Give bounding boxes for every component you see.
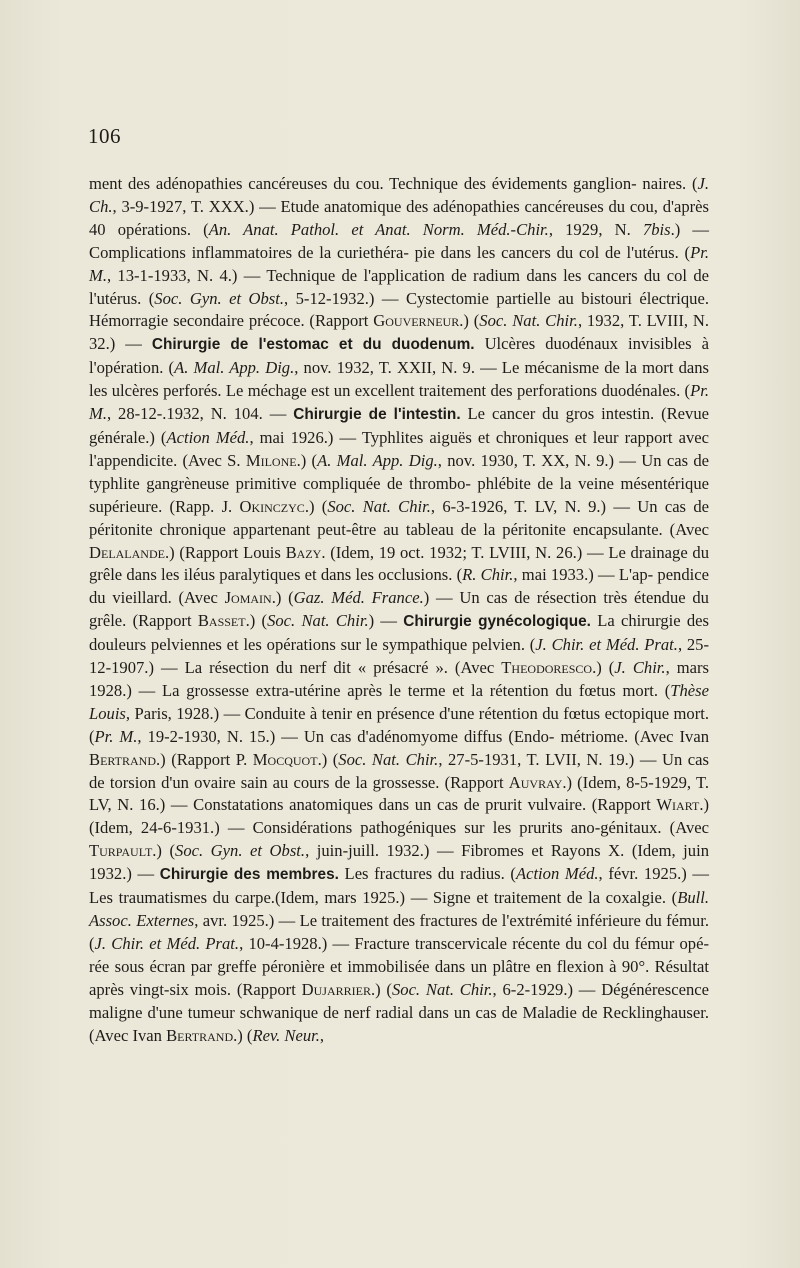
text-run: .) ( — [296, 450, 318, 470]
text-run: , 13-1-1933, N. 4.) — Technique de l'application de radium dans les cancers du col de l'utérus. ( — [89, 265, 709, 308]
text-run: ) — — [368, 611, 404, 631]
citation-source: Action Méd. — [515, 864, 599, 884]
citation-source: Pr. M. — [89, 381, 709, 424]
author-name: Dujarrier — [301, 979, 371, 999]
section-heading: Chirurgie de l'intestin. — [293, 406, 461, 424]
text-run: Le cancer du gros intestin. (Revue générale.) ( — [89, 404, 710, 447]
text-run: , 3-9-1927, T. XXX.) — Etude anatomique des adénopathies cancéreuses du cou, d'après 40 opérations. ( — [89, 196, 709, 239]
text-run: .) ( — [370, 979, 392, 999]
citation-source: Rev. Neur. — [252, 1025, 320, 1045]
citation-source: A. Mal. App. Dig. — [174, 358, 295, 378]
author-name: Milone — [245, 450, 297, 470]
text-run: , 10-4-1928.) — Fracture transcervicale récente du col du fémur opé- rée sous écran par greffe péronière et immobilisée dans un plâtre en flexion à 90°. Résultat après vingt-six mois. (Rapport — [89, 933, 709, 999]
text-run: , mai 1926.) — Typhlites aiguës et chroniques et leur rapport avec l'appendicite. (Avec S. — [89, 427, 709, 470]
citation-source: An. Anat. Pathol. et Anat. Norm. Méd.-Chir. — [208, 219, 549, 239]
text-run: , 27-5-1931, T. LVII, N. 19.) — Un cas de torsion d'un ovaire sain au cours de la grossesse. (Rapport — [89, 749, 709, 792]
citation-source: Soc. Nat. Chir. — [479, 311, 578, 331]
text-run: .) ( — [271, 588, 294, 608]
text-run: , juin-juill. 1932.) — Fibromes et Rayons X. (Idem, juin 1932.) — — [89, 841, 709, 884]
text-run: Paris, 1928.) — Conduite à tenir en présence d'une rétention du fœtus ectopique mort. ( — [89, 703, 710, 746]
text-run: , mai 1933.) — L'ap- pendice du vieillard. (Avec — [89, 565, 709, 608]
citation-source: Soc. Nat. Chir. — [338, 749, 439, 769]
author-name: Bertrand — [89, 749, 157, 769]
text-run: , 19-2-1930, N. 15.) — Un cas d'adénomyome diffus (Endo- métriome. (Avec Ivan — [137, 726, 709, 746]
text-run: , nov. 1932, T. XXII, N. 9. — Le mécanisme de la mort dans les ulcères perforés. Le méchage est un excellent traitement des perforations duodénales. ( — [89, 358, 709, 401]
text-run: Les fractures du radius. ( — [338, 864, 516, 884]
author-name: Okinczyc — [239, 496, 305, 516]
citation-source: Thèse Louis, — [89, 680, 709, 723]
citation-source: Soc. Nat. Chir. — [267, 611, 369, 631]
author-name: Jomain — [224, 588, 272, 608]
text-run: , févr. 1925.) — Les traumatismes du carpe.(Idem, mars 1925.) — Signe et traitement de la coxalgie. ( — [89, 864, 709, 908]
text-run: , 1929, N. — [548, 219, 643, 239]
section-heading: Chirurgie de l'estomac et du duodenum. — [151, 336, 475, 354]
text-run: , 25-12-1907.) — La résection du nerf dit « présacré ». (Avec — [89, 635, 709, 678]
citation-source: Pr. M. — [94, 726, 138, 746]
text-run: .) (Idem, 24-6-1931.) — Considérations pathogéniques sur les prurits ano-génitaux. (Avec — [89, 795, 709, 838]
text-run: , 28-12-.1932, N. 104. — — [106, 404, 294, 424]
text-run: ment des adénopathies cancéreuses du cou. Technique des évidements ganglion- naires. ( — [89, 174, 698, 193]
text-run: , 5-12-1932.) — Cystectomie partielle au bistouri électrique. Hémorragie secondaire précoce. (Rapport — [89, 288, 709, 331]
author-name: Turpault — [89, 841, 153, 861]
text-run: .) ( — [233, 1025, 253, 1045]
text-run: .) ( — [317, 749, 339, 769]
text-run: , — [319, 1025, 325, 1045]
citation-source: Soc. Gyn. et Obst. — [154, 288, 285, 308]
citation-source: J. Chir. — [614, 658, 666, 678]
text-run: , avr. 1925.) — Le traitement des fractures de l'extrémité inférieure du fémur. ( — [89, 911, 709, 953]
author-name: Bertrand — [166, 1025, 234, 1045]
text-run: , 6-2-1929.) — Dégénérescence maligne d'une tumeur schwanique de nerf radial dans un cas de Maladie de Recklinghauser. (Avec Ivan — [89, 979, 709, 1045]
text-run: .) ( — [459, 311, 480, 331]
citation-source: Action Méd. — [166, 427, 250, 447]
text-run: .) — Complications inflammatoires de la curiethéra- pie dans les cancers du col de l'utérus. ( — [89, 219, 710, 262]
bibliography-text — [89, 173, 709, 1047]
author-name: Theodoresco — [501, 658, 593, 678]
citation-source: Pr. M. — [89, 242, 709, 285]
text-run: , nov. 1930, T. XX, N. 9.) — Un cas de typhlite gangrèneuse primitive compliquée de thrombo- phlébite de la veine mésentérique supérieure. (Rapp. J. — [89, 450, 709, 516]
text-run: .) ( — [152, 841, 176, 861]
author-name: Auvray — [508, 772, 563, 792]
section-heading: Chirurgie des membres. — [159, 866, 339, 884]
author-name: Wiart — [656, 795, 700, 815]
citation-source: Soc. Gyn. et Obst. — [175, 841, 306, 861]
page-number: 106 — [88, 124, 121, 148]
citation-source: Soc. Nat. Chir. — [327, 496, 431, 516]
author-name: Delalande — [89, 542, 165, 562]
citation-source: J. Chir. et Méd. Prat. — [535, 635, 678, 655]
text-run: La chirurgie des douleurs pelviennes et les opérations sur le sympathique pelvien. ( — [89, 611, 709, 655]
author-name: Mocquot — [252, 749, 318, 769]
text-run: .) (Idem, 8-5-1929, T. LV, N. 16.) — Constatations anatomiques dans un cas de prurit vulvaire. (Rapport — [89, 772, 709, 815]
text-run: Ulcères duodénaux invisibles à l'opération. ( — [89, 334, 709, 378]
text-run: .) ( — [304, 496, 328, 516]
citation-source: Bull. Assoc. Externes — [89, 888, 709, 930]
text-run: , 1932, T. LVIII, N. 32.) — — [89, 311, 709, 354]
text-run: .) ( — [592, 658, 615, 678]
text-run: . (Idem, 19 oct. 1932; T. LVIII, N. 26.) — Le drainage du grêle dans les iléus paralytiques et dans les occlusions. ( — [89, 542, 709, 585]
text-run: , mars 1928.) — La grossesse extra-utérine après le terme et la rétention du fœtus mort. ( — [89, 658, 709, 700]
citation-source: A. Mal. App. Dig. — [317, 450, 438, 470]
author-name: Bazy — [285, 542, 322, 562]
citation-source: J. Ch. — [89, 174, 709, 216]
citation-source: Soc. Nat. Chir. — [391, 979, 493, 999]
text-run: , 6-3-1926, T. LV, N. 9.) — Un cas de péritonite chronique appartenant peut-être au tableau de la péritonite encapsulante. (Avec — [89, 496, 709, 539]
text-run: .) (Rapport Louis — [164, 542, 286, 562]
citation-source: Gaz. Méd. France. — [293, 588, 424, 608]
author-name: Gouverneur — [373, 311, 460, 331]
citation-source: 7bis — [642, 219, 671, 239]
section-heading: Chirurgie gynécologique. — [403, 613, 591, 631]
text-run: .) (Rapport P. — [156, 749, 253, 769]
text-run: .) ( — [245, 611, 268, 631]
citation-source: R. Chir. — [462, 565, 514, 585]
author-name: Basset — [197, 611, 246, 631]
citation-source: J. Chir. et Méd. Prat. — [94, 933, 240, 953]
text-run: ) — Un cas de résection très étendue du grêle. (Rapport — [89, 588, 709, 631]
